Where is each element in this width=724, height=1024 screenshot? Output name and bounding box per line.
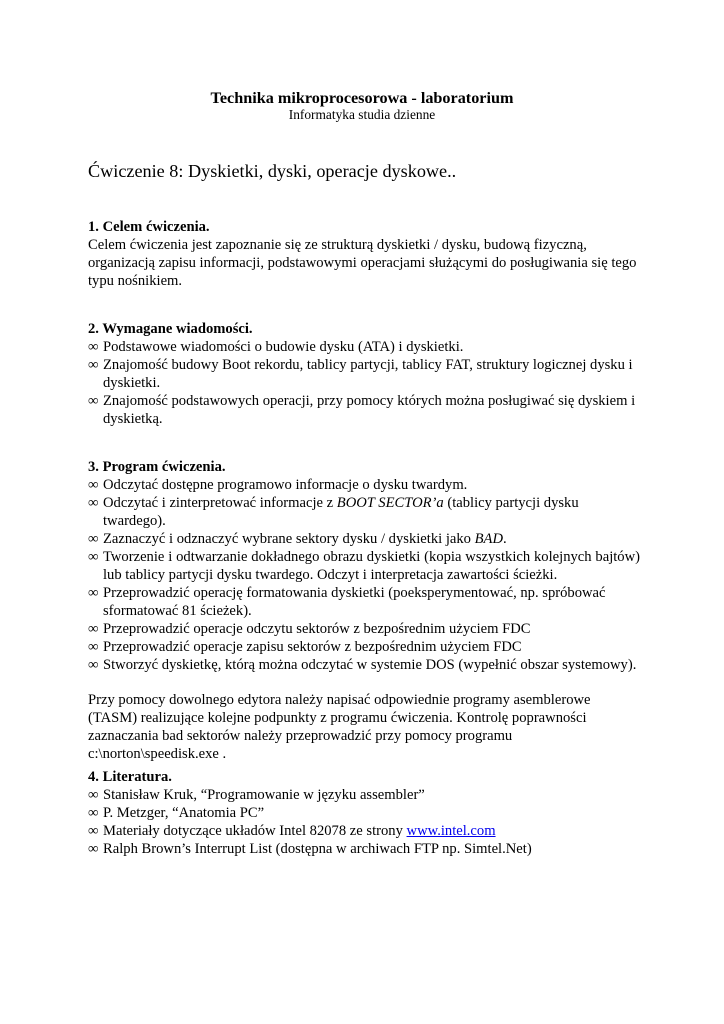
infinity-bullet-icon: ∞ [88,339,99,355]
infinity-bullet-icon: ∞ [88,787,99,803]
section-required-knowledge [88,320,640,428]
list-item [88,584,640,620]
list-item [88,356,640,392]
list-item [88,548,640,584]
list-item [88,338,640,356]
program-paragraph: Przy pomocy dowolnego edytora należy napisać odpowiednie programy asemblerowe (TASM) realizujące kolejne podpunkty z programu ćwiczenia. Kontrolę poprawności zaznaczania bad sektorów należy przeprowadzić przy pomocy programu c:\norton\speedisk.exe . [88,692,591,762]
list-item-text: Przeprowadzić operację formatowania dyskietki (poeksperymentować, np. spróbować sformatować 81 ścieżek). [103,585,606,619]
list-item-text: Przeprowadzić operacje odczytu sektorów z bezpośrednim użyciem FDC [103,621,531,637]
section-program [88,458,640,763]
list-item [88,656,640,674]
intel-link[interactable]: www.intel.com [406,823,496,839]
list-item [88,476,640,494]
literature-list [88,786,640,858]
list-item [88,620,640,638]
list-item [88,804,640,822]
exercise-title: Ćwiczenie 8: Dyskietki, dyski, operacje dyskowe.. [88,161,457,181]
list-item [88,530,640,548]
infinity-bullet-icon: ∞ [88,639,99,655]
list-item-text: Stworzyć dyskietkę, którą można odczytać w systemie DOS (wypełnić obszar systemowy). [103,657,637,673]
list-item-text: Znajomość podstawowych operacji, przy pomocy których można posługiwać się dyskiem i dyskietką. [103,393,636,427]
list-item-text: (tablicy partycji dysku twardego). [103,495,579,529]
list-item-text: Materiały dotyczące układów Intel 82078 ze strony [103,823,407,839]
document-subtitle: Informatyka studia dzienne [288,107,436,122]
infinity-bullet-icon: ∞ [88,531,99,547]
infinity-bullet-icon: ∞ [88,841,99,857]
infinity-bullet-icon: ∞ [88,585,99,601]
infinity-bullet-icon: ∞ [88,657,99,673]
infinity-bullet-icon: ∞ [88,357,99,373]
list-item [88,638,640,656]
list-item-emphasis: BAD [474,531,503,547]
section-goal-text: Celem ćwiczenia jest zapoznanie się ze strukturą dyskietki / dysku, budową fizyczną, organizacją zapisu informacji, podstawowymi operacjami służącymi do posługiwania się tego typu nośnikiem. [88,237,637,289]
list-item [88,494,640,530]
list-item-text: Przeprowadzić operacje zapisu sektorów z bezpośrednim użyciem FDC [103,639,522,655]
list-item [88,822,640,840]
section-literature-heading: 4. Literatura. [88,769,172,785]
infinity-bullet-icon: ∞ [88,621,99,637]
program-list [88,476,640,674]
list-item-text: Tworzenie i odtwarzanie dokładnego obrazu dyskietki (kopia wszystkich kolejnych bajtów) lub tablicy partycji dysku twardego. Odczyt i interpretacja zawartości ścieżki. [103,549,640,583]
section-literature [88,768,640,858]
list-item-text: Podstawowe wiadomości o budowie dysku (ATA) i dyskietki. [103,339,464,355]
list-item-text: Odczytać i zinterpretować informacje z [103,495,337,511]
section-program-heading: 3. Program ćwiczenia. [88,459,226,475]
list-item-text: Ralph Brown’s Interrupt List (dostępna w archiwach FTP np. Simtel.Net) [103,841,532,857]
infinity-bullet-icon: ∞ [88,549,99,565]
infinity-bullet-icon: ∞ [88,823,99,839]
list-item-text: P. Metzger, “Anatomia PC” [103,805,265,821]
list-item-text: Zaznaczyć i odznaczyć wybrane sektory dysku / dyskietki jako [103,531,475,547]
list-item [88,392,640,428]
list-item [88,840,640,858]
section-required-heading: 2. Wymagane wiadomości. [88,321,253,337]
infinity-bullet-icon: ∞ [88,477,99,493]
list-item-text: Znajomość budowy Boot rekordu, tablicy partycji, tablicy FAT, struktury logicznej dysku i dyskietki. [103,357,633,391]
infinity-bullet-icon: ∞ [88,393,99,409]
list-item-text: Odczytać dostępne programowo informacje o dysku twardym. [103,477,468,493]
list-item-text: . [502,531,507,547]
list-item-text: Stanisław Kruk, “Programowanie w języku assembler” [103,787,425,803]
list-item [88,786,640,804]
section-goal-heading: 1. Celem ćwiczenia. [88,219,210,235]
required-knowledge-list [88,338,640,428]
list-item-emphasis: BOOT SECTOR’a [336,495,444,511]
infinity-bullet-icon: ∞ [88,805,99,821]
section-goal [88,218,640,290]
infinity-bullet-icon: ∞ [88,495,99,511]
document-title: Technika mikroprocesorowa - laboratorium [210,89,514,107]
